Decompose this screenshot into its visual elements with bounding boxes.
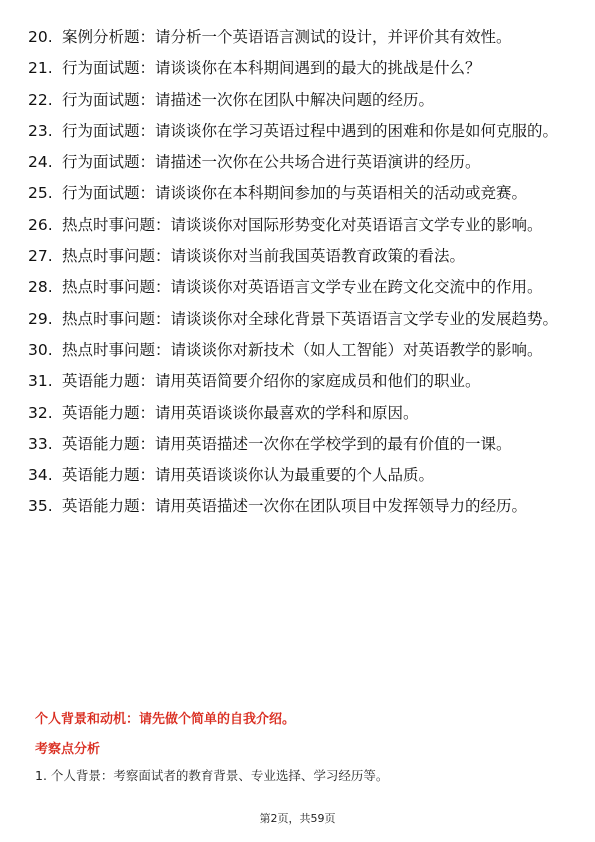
question-text: 英语能力题：请用英语描述一次你在团队项目中发挥领导力的经历。 [62,497,528,516]
question-text: 英语能力题：请用英语描述一次你在学校学到的最有价值的一课。 [62,434,512,453]
question-item [28,370,568,392]
question-item [28,308,568,330]
question-text: 案例分析题：请分析一个英语语言测试的设计，并评价其有效性。 [62,28,512,46]
question-text: 行为面试题：请描述一次你在公共场合进行英语演讲的经历。 [62,153,481,172]
question-text: 热点时事问题：请谈谈你对当前我国英语教育政策的看法。 [62,247,466,266]
section-heading: 个人背景和动机：请先做个简单的自我介绍。 [35,712,296,727]
question-number: 24. [28,153,53,172]
question-number: 29. [28,309,53,328]
question-number: 34. [28,466,53,485]
question-number: 20. [28,28,53,46]
question-item [28,214,568,236]
question-item [28,402,568,424]
question-number: 28. [28,278,53,297]
question-number: 23. [28,121,53,140]
question-text: 热点时事问题：请谈谈你对英语语言文学专业在跨文化交流中的作用。 [62,278,543,297]
question-number: 21. [28,59,53,78]
question-text: 热点时事问题：请谈谈你对新技术（如人工智能）对英语教学的影响。 [62,340,543,359]
question-list [28,26,568,527]
question-number: 32. [28,403,53,422]
question-item [28,433,568,455]
question-item [28,339,568,361]
question-item [28,276,568,298]
question-item [28,182,568,204]
question-number: 33. [28,434,53,453]
question-text: 英语能力题：请用英语谈谈你认为最重要的个人品质。 [62,466,435,485]
question-number: 35. [28,497,53,516]
question-text: 英语能力题：请用英语简要介绍你的家庭成员和他们的职业。 [62,372,481,391]
question-item [28,245,568,267]
subsection-heading: 考察点分析 [35,742,101,757]
question-item [28,464,568,486]
question-text: 英语能力题：请用英语谈谈你最喜欢的学科和原因。 [62,403,419,422]
question-text: 热点时事问题：请谈谈你对全球化背景下英语语言文学专业的发展趋势。 [62,309,559,328]
question-number: 26. [28,215,53,234]
question-item [28,120,568,142]
question-number: 25. [28,184,53,203]
question-item [28,151,568,173]
question-number: 27. [28,247,53,266]
question-item [28,89,568,111]
question-text: 行为面试题：请谈谈你在本科期间遇到的最大的挑战是什么？ [62,59,481,78]
question-text: 行为面试题：请描述一次你在团队中解决问题的经历。 [62,90,435,109]
question-item [28,495,568,517]
question-number: 30. [28,340,53,359]
question-item [28,57,568,79]
question-text: 行为面试题：请谈谈你在学习英语过程中遇到的困难和你是如何克服的。 [62,121,559,140]
question-text: 行为面试题：请谈谈你在本科期间参加的与英语相关的活动或竞赛。 [62,184,528,203]
question-number: 31. [28,372,53,391]
analysis-point: 1. 个人背景：考察面试者的教育背景、专业选择、学习经历等。 [35,768,389,783]
question-text: 热点时事问题：请谈谈你对国际形势变化对英语语言文学专业的影响。 [62,215,543,234]
question-number: 22. [28,90,53,109]
page-number: 第2页，共59页 [259,812,336,825]
question-item [28,26,568,48]
